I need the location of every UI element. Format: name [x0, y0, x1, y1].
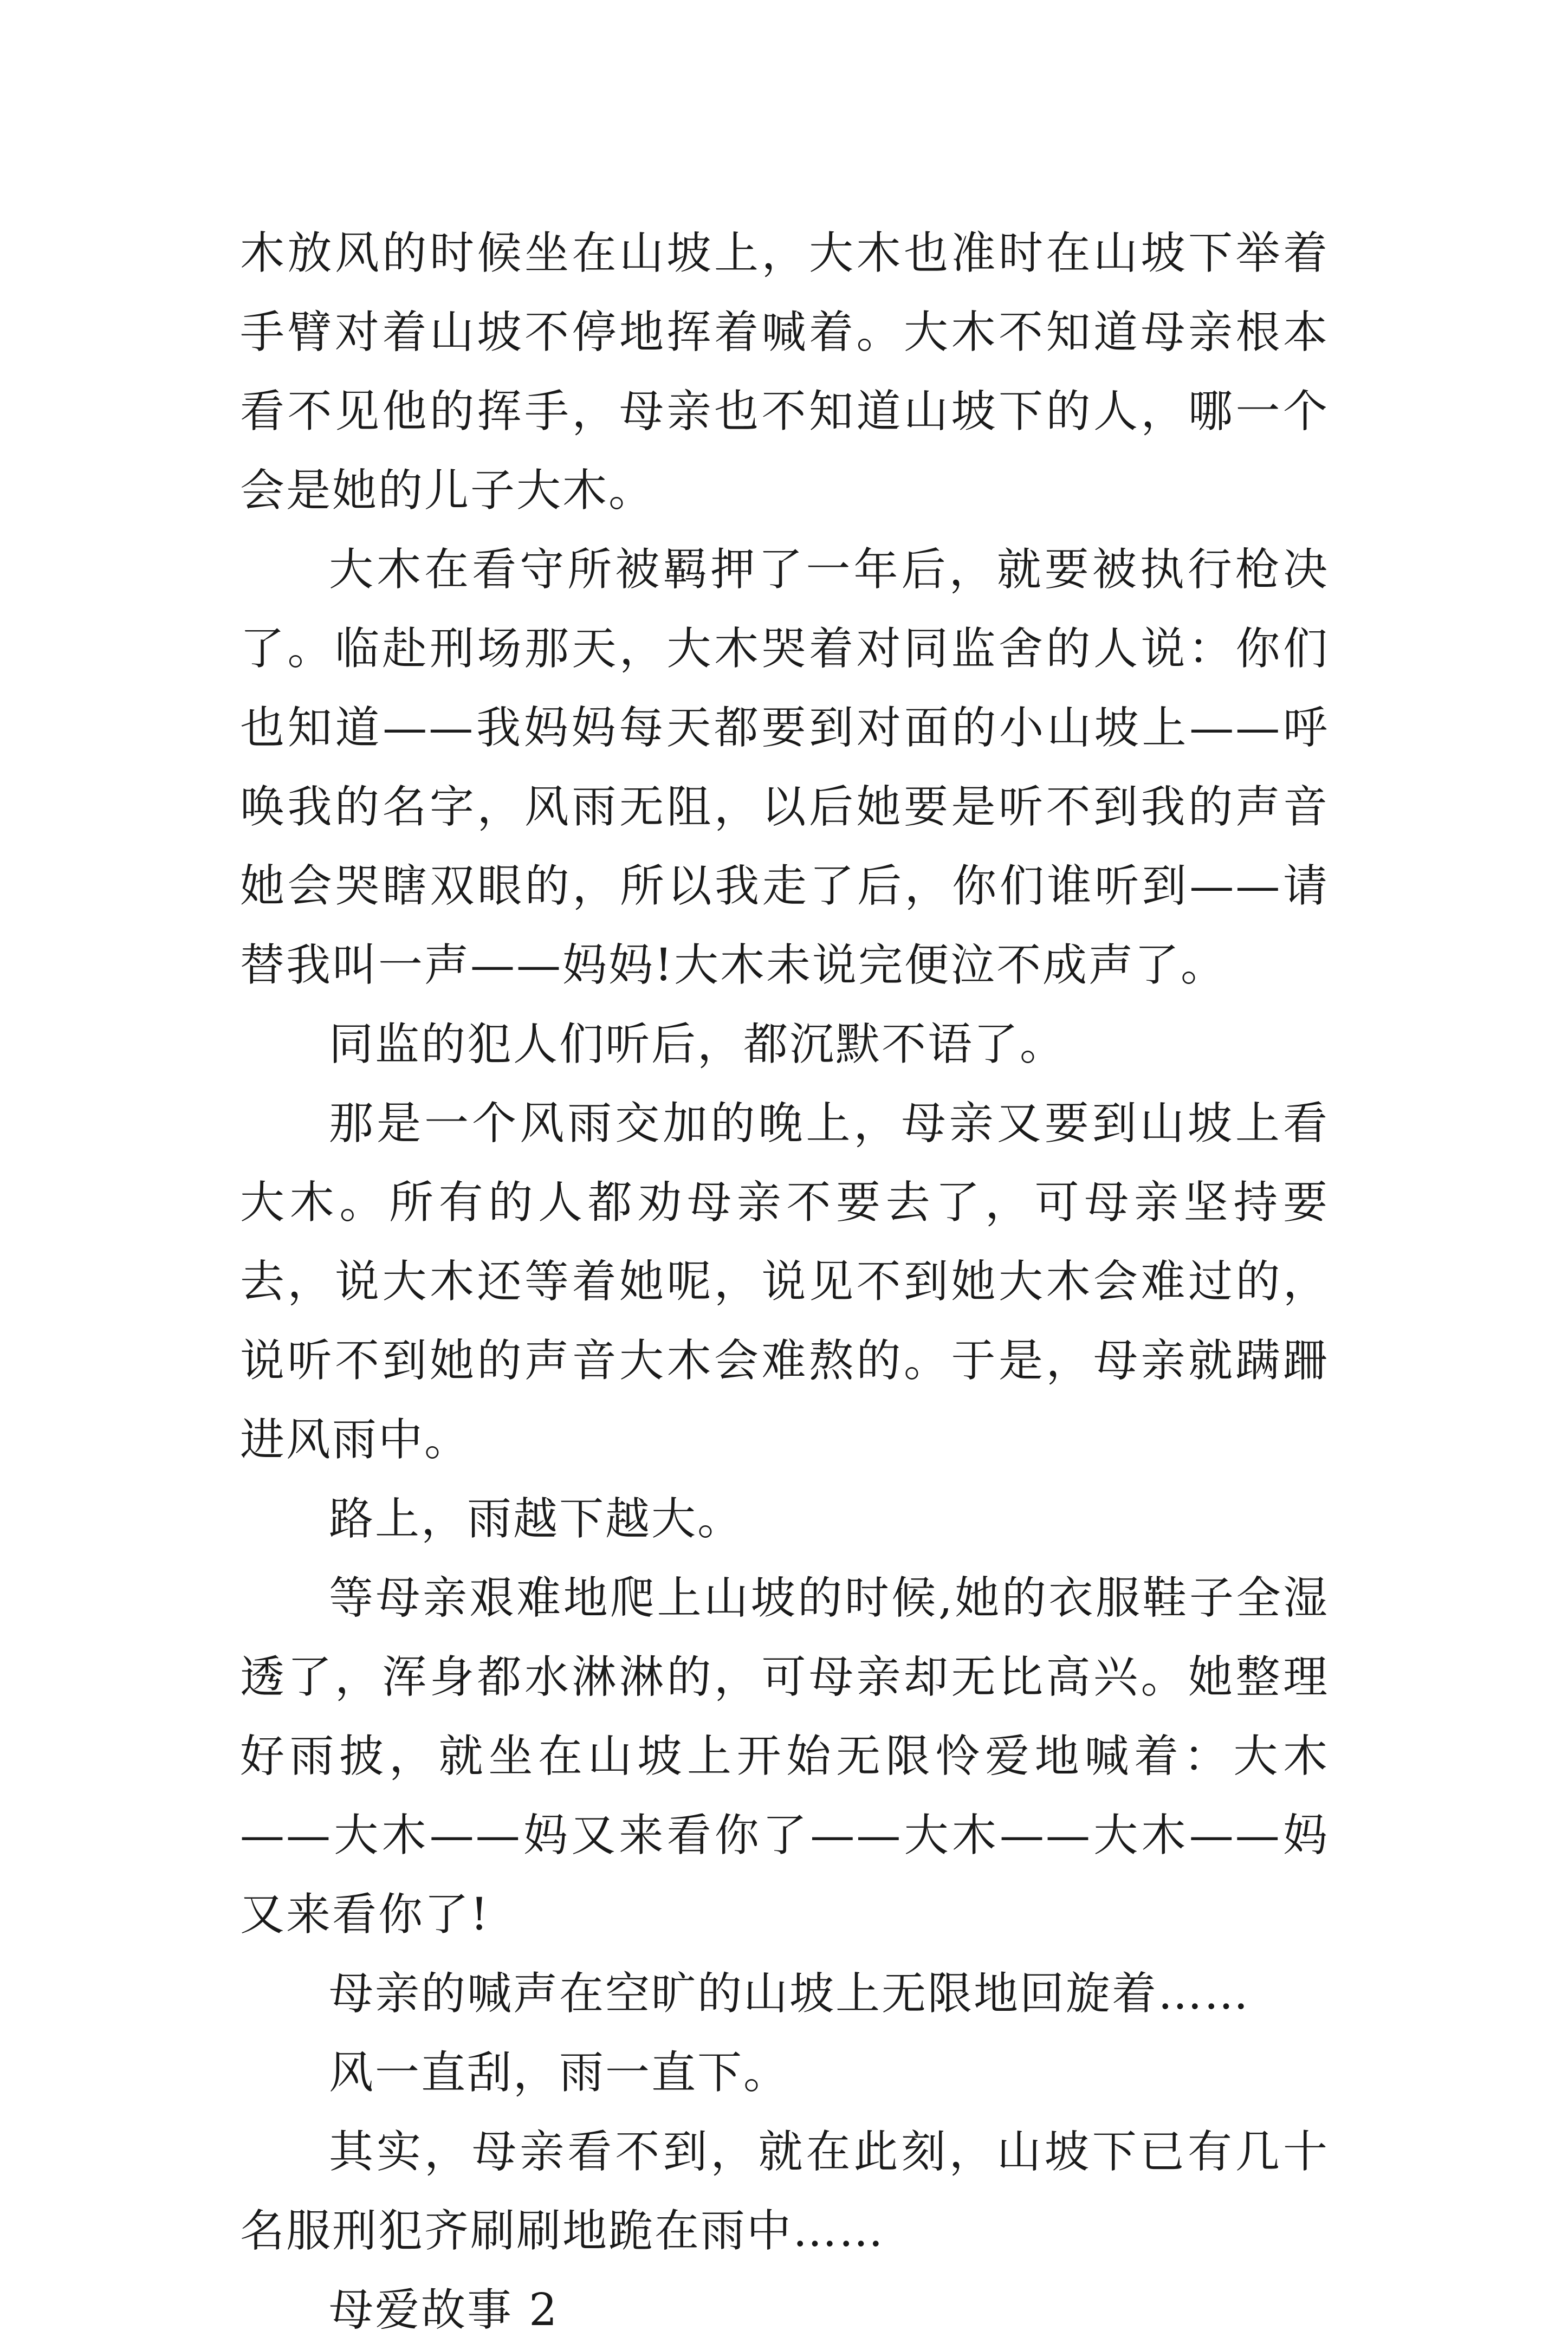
- paragraph-2: 大木在看守所被羁押了一年后，就要被执行枪决了。临赴刑场那天，大木哭着对同监舍的人说：你们也知道——我妈妈每天都要到对面的小山坡上——呼唤我的名字，风雨无阻，以后她要是听不到我的声音她会哭瞎双眼的，所以我走了后，你们谁听到——请替我叫一声——妈妈!大木未说完便泣不成声了。: [240, 544, 1329, 991]
- paragraph-1: 木放风的时候坐在山坡上，大木也准时在山坡下举着手臂对着山坡不停地挥着喊着。大木不知道母亲根本看不见他的挥手，母亲也不知道山坡下的人，哪一个会是她的儿子大木。: [240, 228, 1329, 516]
- paragraph-7: 母亲的喊声在空旷的山坡上无限地回旋着……: [329, 1968, 1250, 2019]
- paragraph-8: 风一直刮，雨一直下。: [329, 2047, 790, 2099]
- paragraph-5: 路上，雨越下越大。: [329, 1493, 744, 1545]
- paragraph-4: 那是一个风雨交加的晚上，母亲又要到山坡上看大木。所有的人都劝母亲不要去了，可母亲坚持要去，说大木还等着她呢，说见不到她大木会难过的，说听不到她的声音大木会难熬的。于是，母亲就蹒跚进风雨中。: [240, 1098, 1329, 1466]
- paragraph-3: 同监的犯人们听后，都沉默不语了。: [329, 1019, 1066, 1070]
- paragraph-9: 其实，母亲看不到，就在此刻，山坡下已有几十名服刑犯齐刷刷地跪在雨中……: [240, 2126, 1329, 2257]
- section-heading: 母爱故事 2: [329, 2284, 559, 2336]
- document-body: [240, 214, 1329, 2350]
- paragraph-6: 等母亲艰难地爬上山坡的时候,她的衣服鞋子全湿透了，浑身都水淋淋的，可母亲却无比高兴。她整理好雨披，就坐在山坡上开始无限怜爱地喊着：大木——大木——妈又来看你了——大木——大木——妈又来看你了!: [240, 1572, 1329, 1940]
